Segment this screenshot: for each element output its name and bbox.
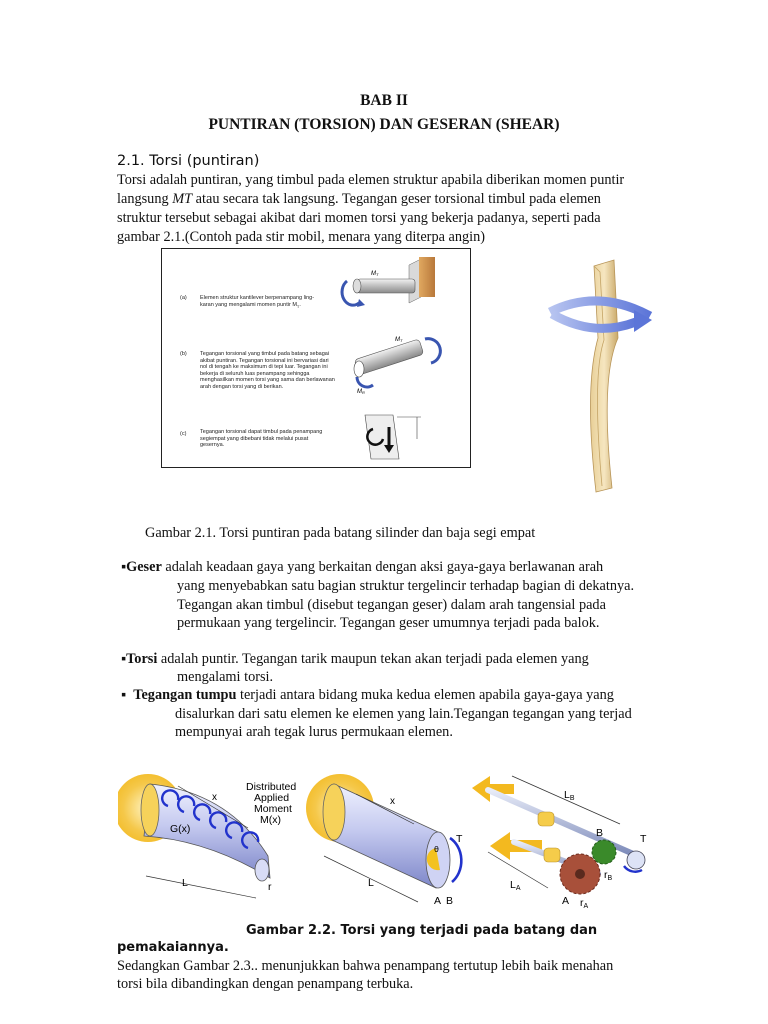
twisted-bar-illustration: [538, 258, 656, 494]
item-b-label: (b): [180, 351, 187, 357]
mr-label-b: MR: [357, 389, 365, 395]
label-l-b: L: [368, 877, 374, 889]
figure-2-2-illustrations: [118, 770, 653, 915]
mt-label-b: MT: [395, 337, 403, 343]
closing-line-2: torsi bila dibandingkan dengan penampang terbuka.: [117, 976, 414, 992]
label-t-b: T: [456, 833, 463, 845]
tumpu-line-3: mempunyai arah tegak lurus permukaan elemen.: [175, 724, 453, 740]
figure-2-1-shaft-drawings: [337, 253, 467, 465]
figure-2-1-panel: [161, 248, 471, 468]
label-t-c: T: [640, 833, 647, 845]
item-b-text: Tegangan torsional yang timbul pada batang sebagai akibat puntiran. Tegangan torsional ini bervariasi dari nol di tengah ke maksimum di tepi luar. Tegangan ini bekerja di seluruh luas penampang sehingga menghasilkan momen torsi yang sama dan berlawanan arah dengan torsi yang di berikan.: [200, 351, 335, 390]
figure-2-2-a: [118, 774, 296, 898]
item-c-label: (c): [180, 431, 187, 437]
label-x-b: x: [390, 796, 395, 807]
label-b-c: B: [596, 827, 604, 839]
figure-2-2-c: [472, 776, 647, 910]
label-b-b: B: [446, 895, 454, 907]
label-theta: θ: [434, 845, 439, 854]
closing-line-1: Sedangkan Gambar 2.3.. menunjukkan bahwa penampang tertutup lebih baik menahan: [117, 958, 614, 974]
geser-line-1: ▪Geser adalah keadaan gaya yang berkaitan dengan aksi gaya-gaya berlawanan arah: [121, 559, 604, 575]
torsi-line-1: ▪Torsi adalah puntir. Tegangan tarik maupun tekan akan terjadi pada elemen yang: [121, 651, 589, 667]
intro-line-4: gambar 2.1.(Contoh pada stir mobil, menara yang diterpa angin): [117, 229, 486, 245]
intro-line-1: Torsi adalah puntiran, yang timbul pada elemen struktur apabila diberikan momen puntir: [117, 172, 625, 188]
label-rb: rB: [604, 869, 613, 882]
section-heading: 2.1. Torsi (puntiran): [117, 153, 260, 169]
torsi-line-2: mengalami torsi.: [177, 669, 274, 685]
label-l-a: L: [182, 877, 188, 889]
geser-line-2: yang menyebabkan satu bagian struktur tergelincir terhadap bagian di dekatnya.: [177, 578, 635, 594]
label-applied: Applied: [254, 792, 290, 804]
geser-line-4: permukaan yang tergelincir. Tegangan geser umumnya terjadi pada balok.: [177, 615, 600, 631]
tumpu-line-2: disalurkan dari satu elemen ke elemen yang lain.Tegangan tegangan yang terjad: [175, 706, 632, 722]
intro-line-3: struktur tersebut sebagai akibat dari momen torsi yang bekerja padanya, seperti pada: [117, 210, 601, 226]
label-mx: M(x): [260, 814, 281, 826]
label-a-b: A: [434, 895, 442, 907]
label-lb: LB: [564, 789, 575, 802]
item-a-label: (a): [180, 295, 187, 301]
figure-2-2-caption-1: Gambar 2.2. Torsi yang terjadi pada batang dan: [246, 923, 598, 938]
tumpu-line-1: ▪ Tegangan tumpu terjadi antara bidang muka kedua elemen apabila gaya-gaya yang: [121, 687, 614, 703]
label-a-c: A: [562, 895, 570, 907]
label-la: LA: [510, 879, 521, 892]
label-distributed: Distributed: [246, 781, 297, 793]
chapter-title: PUNTIRAN (TORSION) DAN GESERAN (SHEAR): [208, 116, 560, 133]
geser-line-3: Tegangan akan timbul (disebut tegangan geser) dalam arah tangensial pada: [177, 597, 606, 613]
figure-2-2-b: [306, 774, 463, 907]
item-a-text: Elemen struktur kantilever berpenampang ling-karan yang mengalami momen puntir $M_T$.: [200, 295, 315, 309]
item-c-text: Tegangan torsional dapat timbul pada penampang segiempat yang dibebani tidak melalui pusat gesernya.: [200, 429, 323, 448]
mt-label-a: MT: [371, 271, 379, 277]
label-gx: G(x): [170, 823, 191, 835]
figure-2-2-caption-2: pemakaiannya.: [117, 940, 229, 955]
label-r-a: r: [268, 881, 272, 893]
label-x-a: x: [212, 792, 217, 803]
intro-line-2: langsung MT atau secara tak langsung. Tegangan geser torsional timbul pada elemen: [117, 191, 601, 207]
chapter-label: BAB II: [360, 92, 408, 109]
label-ra: rA: [580, 897, 589, 910]
label-moment: Moment: [254, 803, 292, 815]
figure-2-1-caption: Gambar 2.1. Torsi puntiran pada batang silinder dan baja segi empat: [145, 525, 536, 541]
